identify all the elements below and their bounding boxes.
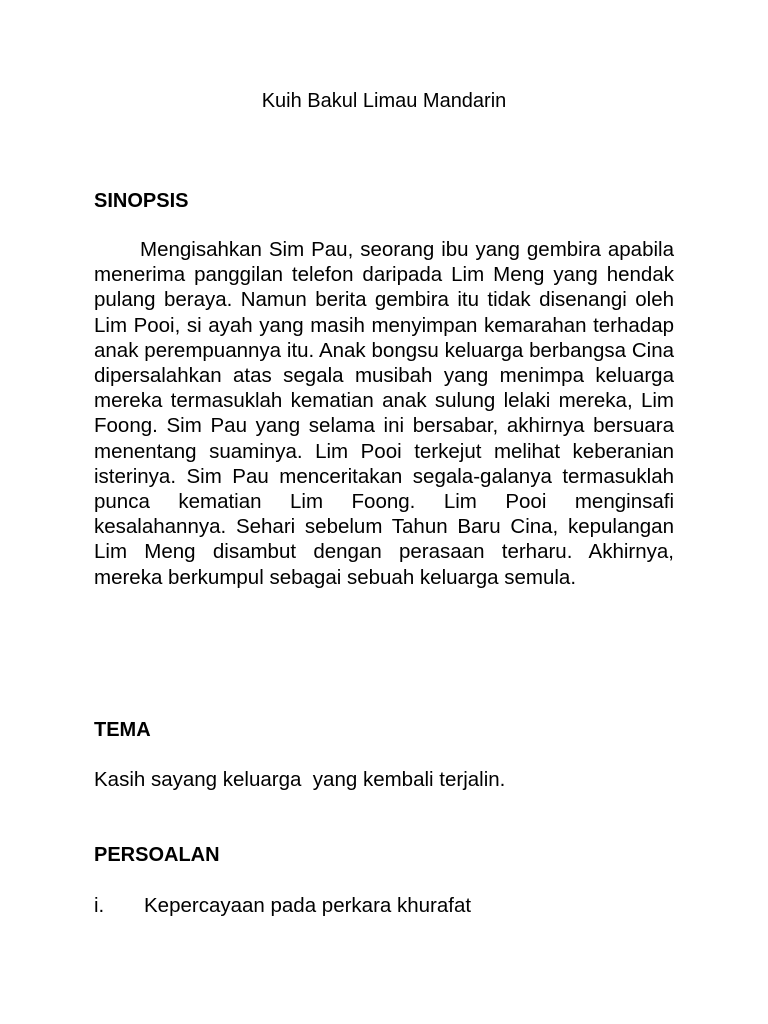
sinopsis-paragraph: Mengisahkan Sim Pau, seorang ibu yang gembira apabila menerima panggilan telefon daripada Lim Meng yang hendak pulang beraya. Namun berita gembira itu tidak disenangi oleh Lim Pooi, si ayah yang masih menyimpan kemarahan terhadap anak perempuannya itu. Anak bongsu keluarga berbangsa Cina dipersalahkan atas segala musibah yang menimpa keluarga mereka termasuklah kematian anak sulung lelaki mereka, Lim Foong. Sim Pau yang selama ini bersabar, akhirnya bersuara menentang suaminya. Lim Pooi terkejut melihat keberanian isterinya. Sim Pau menceritakan segala-galanya termasuklah punca kematian Lim Foong. Lim Pooi menginsafi kesalahannya. Sehari sebelum Tahun Baru Cina, kepulangan Lim Meng disambut dengan perasaan terharu. Akhirnya, mereka berkumpul sebagai sebuah keluarga semula. bbox=[94, 238, 674, 589]
persoalan-item bbox=[94, 894, 471, 918]
tema-text: Kasih sayang keluarga yang kembali terjalin. bbox=[94, 768, 506, 791]
document-title: Kuih Bakul Limau Mandarin bbox=[261, 90, 507, 112]
persoalan-heading: PERSOALAN bbox=[94, 844, 220, 866]
sinopsis-heading: SINOPSIS bbox=[94, 190, 189, 212]
persoalan-item-text: Kepercayaan pada perkara khurafat bbox=[144, 894, 472, 917]
persoalan-list bbox=[94, 894, 471, 918]
tema-heading: TEMA bbox=[94, 719, 151, 741]
persoalan-item-number: i. bbox=[94, 894, 105, 917]
